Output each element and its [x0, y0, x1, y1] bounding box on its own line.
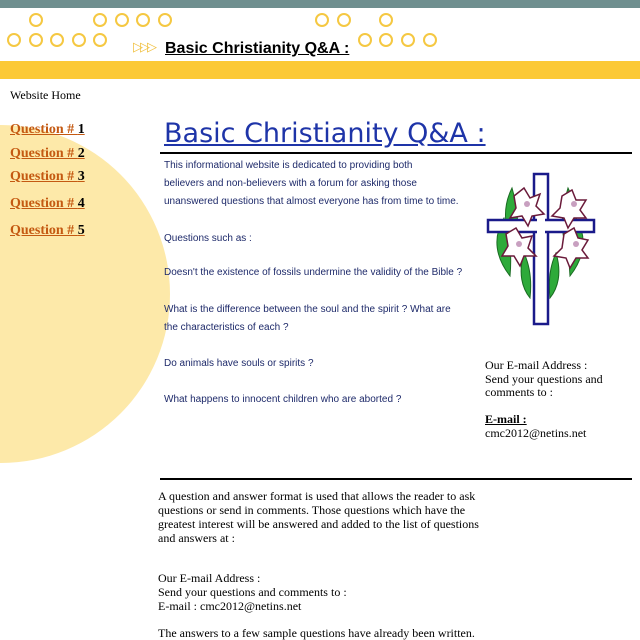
- cross-with-lilies-image: [484, 158, 596, 331]
- sidebar-item-label: Question #: [10, 196, 78, 211]
- question-example: What is the difference between the soul and the spirit ? What are: [164, 304, 451, 315]
- page-title: Basic Christianity Q&A :: [164, 118, 486, 149]
- sidebar-item-label: Question #: [10, 146, 78, 161]
- title-divider: [160, 152, 632, 154]
- sidebar-item-question-5[interactable]: [10, 223, 85, 239]
- body-paragraph-line: A question and answer format is used that allows the reader to ask: [158, 489, 476, 503]
- sidebar-item-question-3[interactable]: [10, 169, 85, 185]
- body-paragraph-line: and answers at :: [158, 531, 235, 545]
- sidebar-item-label: Question #: [10, 169, 78, 184]
- email-label: E-mail :: [485, 412, 527, 426]
- sidebar-item-question-2[interactable]: [10, 146, 85, 162]
- send-questions-line: comments to :: [485, 385, 553, 399]
- intro-line: believers and non-believers with a forum for asking those: [164, 178, 417, 189]
- question-example: the characteristics of each ?: [164, 322, 289, 333]
- body-send-line: Send your questions and comments to :: [158, 585, 347, 599]
- sidebar-item-number: 2: [77, 146, 85, 161]
- sidebar-item-question-1[interactable]: [10, 122, 85, 138]
- intro-line: unanswered questions that almost everyone has from time to time.: [164, 196, 459, 207]
- top-bar: [0, 0, 640, 8]
- website-home-link[interactable]: Website Home: [10, 88, 81, 102]
- sidebar-item-label: Question #: [10, 122, 78, 137]
- sidebar-item-label: Question #: [10, 223, 78, 238]
- body-paragraph-line: The answers to a few sample questions have already been written.: [158, 626, 475, 640]
- question-example: What happens to innocent children who are aborted ?: [164, 394, 402, 405]
- sidebar-item-number: 4: [77, 196, 85, 211]
- yellow-band: [0, 61, 640, 79]
- section-divider: [160, 478, 632, 480]
- intro-line: This informational website is dedicated to providing both: [164, 160, 413, 171]
- sidebar-item-number: 3: [77, 169, 85, 184]
- header-title: Basic Christianity Q&A :: [165, 40, 350, 57]
- intro-line: Questions such as :: [164, 233, 252, 244]
- email-address-heading: Our E-mail Address :: [485, 358, 588, 372]
- sidebar-item-question-4[interactable]: [10, 196, 85, 212]
- sidebar-item-number: 1: [77, 122, 85, 137]
- body-paragraph-line: greatest interest will be answered and added to the list of questions: [158, 517, 479, 531]
- body-email-heading: Our E-mail Address :: [158, 571, 261, 585]
- arrow-bullets-icon: ▷▷▷: [133, 40, 154, 55]
- sidebar-item-number: 5: [77, 223, 85, 238]
- question-example: Doesn't the existence of fossils undermine the validity of the Bible ?: [164, 267, 463, 278]
- body-paragraph-line: questions or send in comments. Those questions which have the: [158, 503, 466, 517]
- email-address[interactable]: cmc2012@netins.net: [485, 426, 587, 440]
- question-example: Do animals have souls or spirits ?: [164, 358, 314, 369]
- body-email-line: E-mail : cmc2012@netins.net: [158, 599, 302, 613]
- send-questions-line: Send your questions and: [485, 372, 603, 386]
